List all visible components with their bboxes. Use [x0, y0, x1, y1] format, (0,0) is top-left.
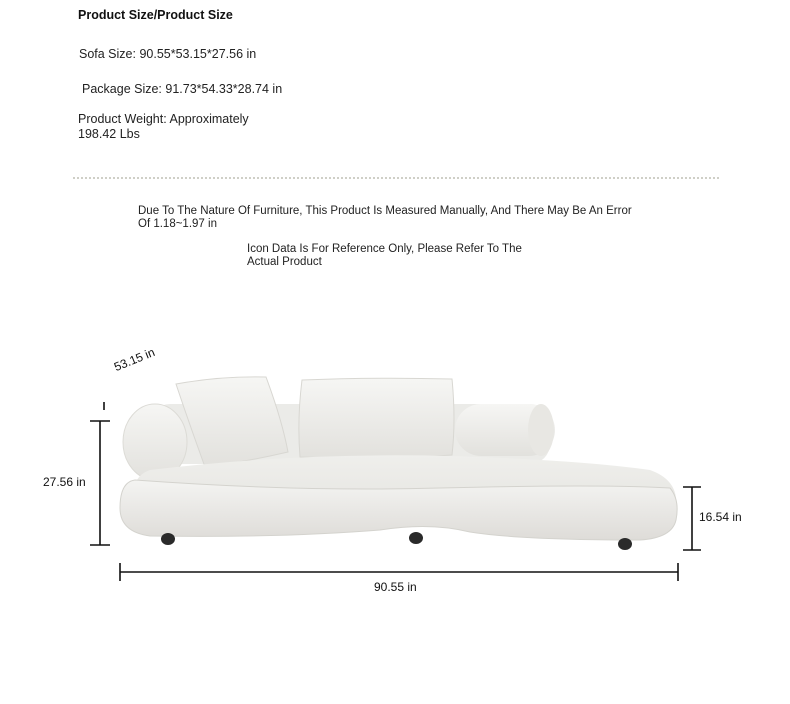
- package-size-text: Package Size: 91.73*54.33*28.74 in: [82, 82, 283, 96]
- measurement-note: Due To The Nature Of Furniture, This Product Is Measured Manually, And There May Be An Error Of 1.18~1.97 in: [138, 205, 632, 230]
- height-dimension-line: [90, 421, 110, 545]
- depth-label: 53.15 in: [112, 345, 157, 374]
- height-label: 27.56 in: [43, 475, 86, 489]
- width-label: 90.55 in: [374, 580, 417, 594]
- product-size-heading: Product Size/Product Size: [78, 8, 233, 22]
- width-dimension-line: [120, 563, 678, 581]
- reference-note: Icon Data Is For Reference Only, Please Refer To The Actual Product: [247, 243, 522, 268]
- sofa-right-bolster: [455, 404, 555, 456]
- seat-height-label: 16.54 in: [699, 510, 742, 524]
- sofa-middle-cushion: [299, 378, 454, 458]
- sofa-base: [120, 480, 677, 540]
- sofa-size-text: Sofa Size: 90.55*53.15*27.56 in: [79, 47, 257, 61]
- product-weight-text: Product Weight: Approximately 198.42 Lbs: [78, 112, 249, 141]
